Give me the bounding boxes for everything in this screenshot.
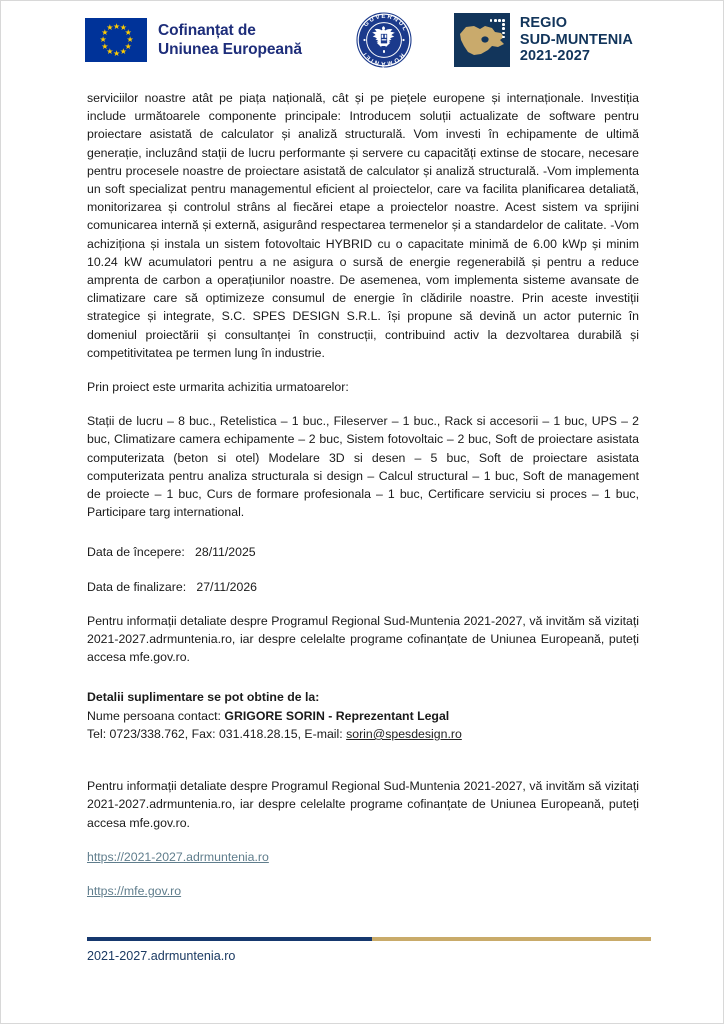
svg-text:ROMÂNIEI: ROMÂNIEI [360,49,406,68]
end-date-value: 27/11/2026 [196,579,258,594]
document-body [87,89,639,900]
regio-star-dot-icon [502,23,505,26]
spacer [87,765,639,777]
start-date-value: 28/11/2025 [195,545,256,560]
spacer [87,596,639,612]
start-date-label: Data de începere: [87,545,185,560]
contact-name-label: Nume persoana contact: [87,708,221,723]
contact-phone-text: Tel: 0723/338.762, Fax: 031.418.28.15, E-mail: [87,726,343,741]
regio-star-dot-icon [502,27,505,30]
spacer [87,396,639,412]
regio-sud-muntenia-logo [454,13,633,67]
spacer [87,362,639,378]
paragraph-acquisitions-intro: Prin proiect este urmarita achizitia urmatoarelor: [87,380,349,395]
paragraph-acquisitions-list: Stații de lucru – 8 buc., Retelistica – 1 buc., Fileserver – 1 buc., Rack si accesorii – 1 buc, UPS – 2 buc, Climatizare camera echipamente – 2 buc, Sistem fotovoltaic – 2 buc, Soft de proiectare asistata computerizata (beton si otel) Modelare 3D si desen – 5 buc, Soft de proiectare asistata computerizata pentru analiza structurala si design – Calcul structural – 1 buc, Soft de management de proiecte – 1 buc, Curs de formare profesionala – 1 buc, Certificare serviciu si proces – 1 buc, Participare targ international. [87,414,639,520]
paragraph-program-info-2: Pentru informații detaliate despre Programul Regional Sud-Muntenia 2021-2027, vă invităm să vizitați 2021-2027.adrmuntenia.ro, iar despre celelalte programe cofinanțate de Uniunea Europeană, puteți accesa mfe.gov.ro. [87,779,639,830]
regio-star-dot-icon [494,19,497,22]
spacer [87,743,639,765]
eu-cofinancing-logo [85,18,302,62]
eu-star-icon: ★ [124,28,132,38]
eu-star-icon: ★ [126,35,134,44]
end-date-label: Data de finalizare: [87,579,187,594]
eu-logo-text [158,21,302,59]
end-date-line [87,578,639,596]
eu-logo-line2: Uniunea Europeană [157,41,302,58]
eu-flag-icon [85,18,147,62]
footer-website: 2021-2027.adrmuntenia.ro [87,949,236,963]
contact-name-value: GRIGORE SORIN - Reprezentant Legal [224,708,450,723]
spacer [87,866,639,882]
regio-logo-line1: REGIO [519,15,568,32]
spacer [87,562,639,578]
spacer [87,666,639,688]
footer-rule-gold-segment [372,937,651,941]
paragraph-program-info-1: Pentru informații detaliate despre Programul Regional Sud-Muntenia 2021-2027, vă invităm să vizitați 2021-2027.adrmuntenia.ro, iar despre celelalte programe cofinanțate de Uniunea Europeană, puteți accesa mfe.gov.ro. [87,613,639,665]
spacer [87,521,639,543]
regio-star-dot-icon [502,19,505,22]
footer-rule-navy-segment [87,937,372,941]
regio-logo-line3: 2021-2027 [519,48,591,65]
regio-star-dot-icon [498,19,501,22]
svg-text:GUVERNUL: GUVERNUL [362,12,410,34]
eu-star-icon: ★ [112,48,121,58]
mfe-link-line [87,882,639,900]
eu-star-icon: ★ [106,46,114,56]
eu-star-icon: ★ [119,46,127,56]
paragraph-project-description: serviciilor noastre atât pe piața națională, cât și pe piețele europene și internaționale. Investiția include următoarele componente principale: Introducem soluții actualizate de software pentru proiectare asistată de calculator și analiză structurală. Vom investi în echipamente de ultimă generație, incluzând stații de lucru performante și servere cu capacități extinse de stocare, necesare pentru procesele noastre de proiectare asistată de calculator și analiză structurală. -Vom implementa un soft specializat pentru managementul eficient al proiectelor, care va facilita planificarea detaliată, monitorizarea și controlul strâns al fiecărei etape a proiectelor noastre. Acest sistem va sprijini comunicarea internă și externă, asigurând respectarea termenelor și a standardelor de calitate. -Vom achiziționa și instala un sistem fotovoltaic HYBRID cu o capacitate minimă de 6.00 kWp și minim 10.24 kW acumulatori pentru a ne asigura o sursă de energie regenerabilă și pentru a reduce amprenta de carbon a operațiunilor noastre. De asemenea, vom implementa sisteme avansate de climatizare care să optimizeze consumul de energie în clădirile noastre. Prin aceste investiții strategice și integrate, S.C. SPES DESIGN S.R.L. își propune să devină un actor puternic în domeniul proiectării și consultanței în construcții, contribuind activ la dezvoltarea durabilă și competitivitatea pe termen lung în industrie. [87,91,639,360]
contact-name-line [87,707,639,725]
romanian-government-seal-icon [354,10,414,70]
eu-star-icon: ★ [124,41,132,51]
eu-star-icon: ★ [101,28,109,38]
regio-sud-muntenia-map-icon [454,13,510,67]
spacer [87,832,639,848]
regio-logo-line2: SUD-MUNTENIA [519,31,634,48]
eu-star-icon: ★ [112,21,121,31]
eu-star-icon: ★ [101,41,109,51]
contact-phone-line [87,725,639,743]
mfe-link[interactable]: https://mfe.gov.ro [87,883,182,898]
contact-heading: Detalii suplimentare se pot obtine de la: [87,690,320,705]
header-logo-band [1,1,724,79]
eu-logo-line1: Cofinanțat de [157,22,256,39]
footer-divider-rule [87,937,651,941]
adrmuntenia-link[interactable]: https://2021-2027.adrmuntenia.ro [87,849,269,864]
start-date-line [87,543,639,561]
adrmuntenia-link-line [87,848,639,866]
regio-logo-text [520,15,633,65]
eu-star-icon: ★ [119,23,127,33]
eu-star-icon: ★ [106,23,114,33]
eu-star-icon: ★ [99,35,107,44]
page-footer [87,937,651,964]
contact-email-link[interactable]: sorin@spesdesign.ro [346,726,462,741]
